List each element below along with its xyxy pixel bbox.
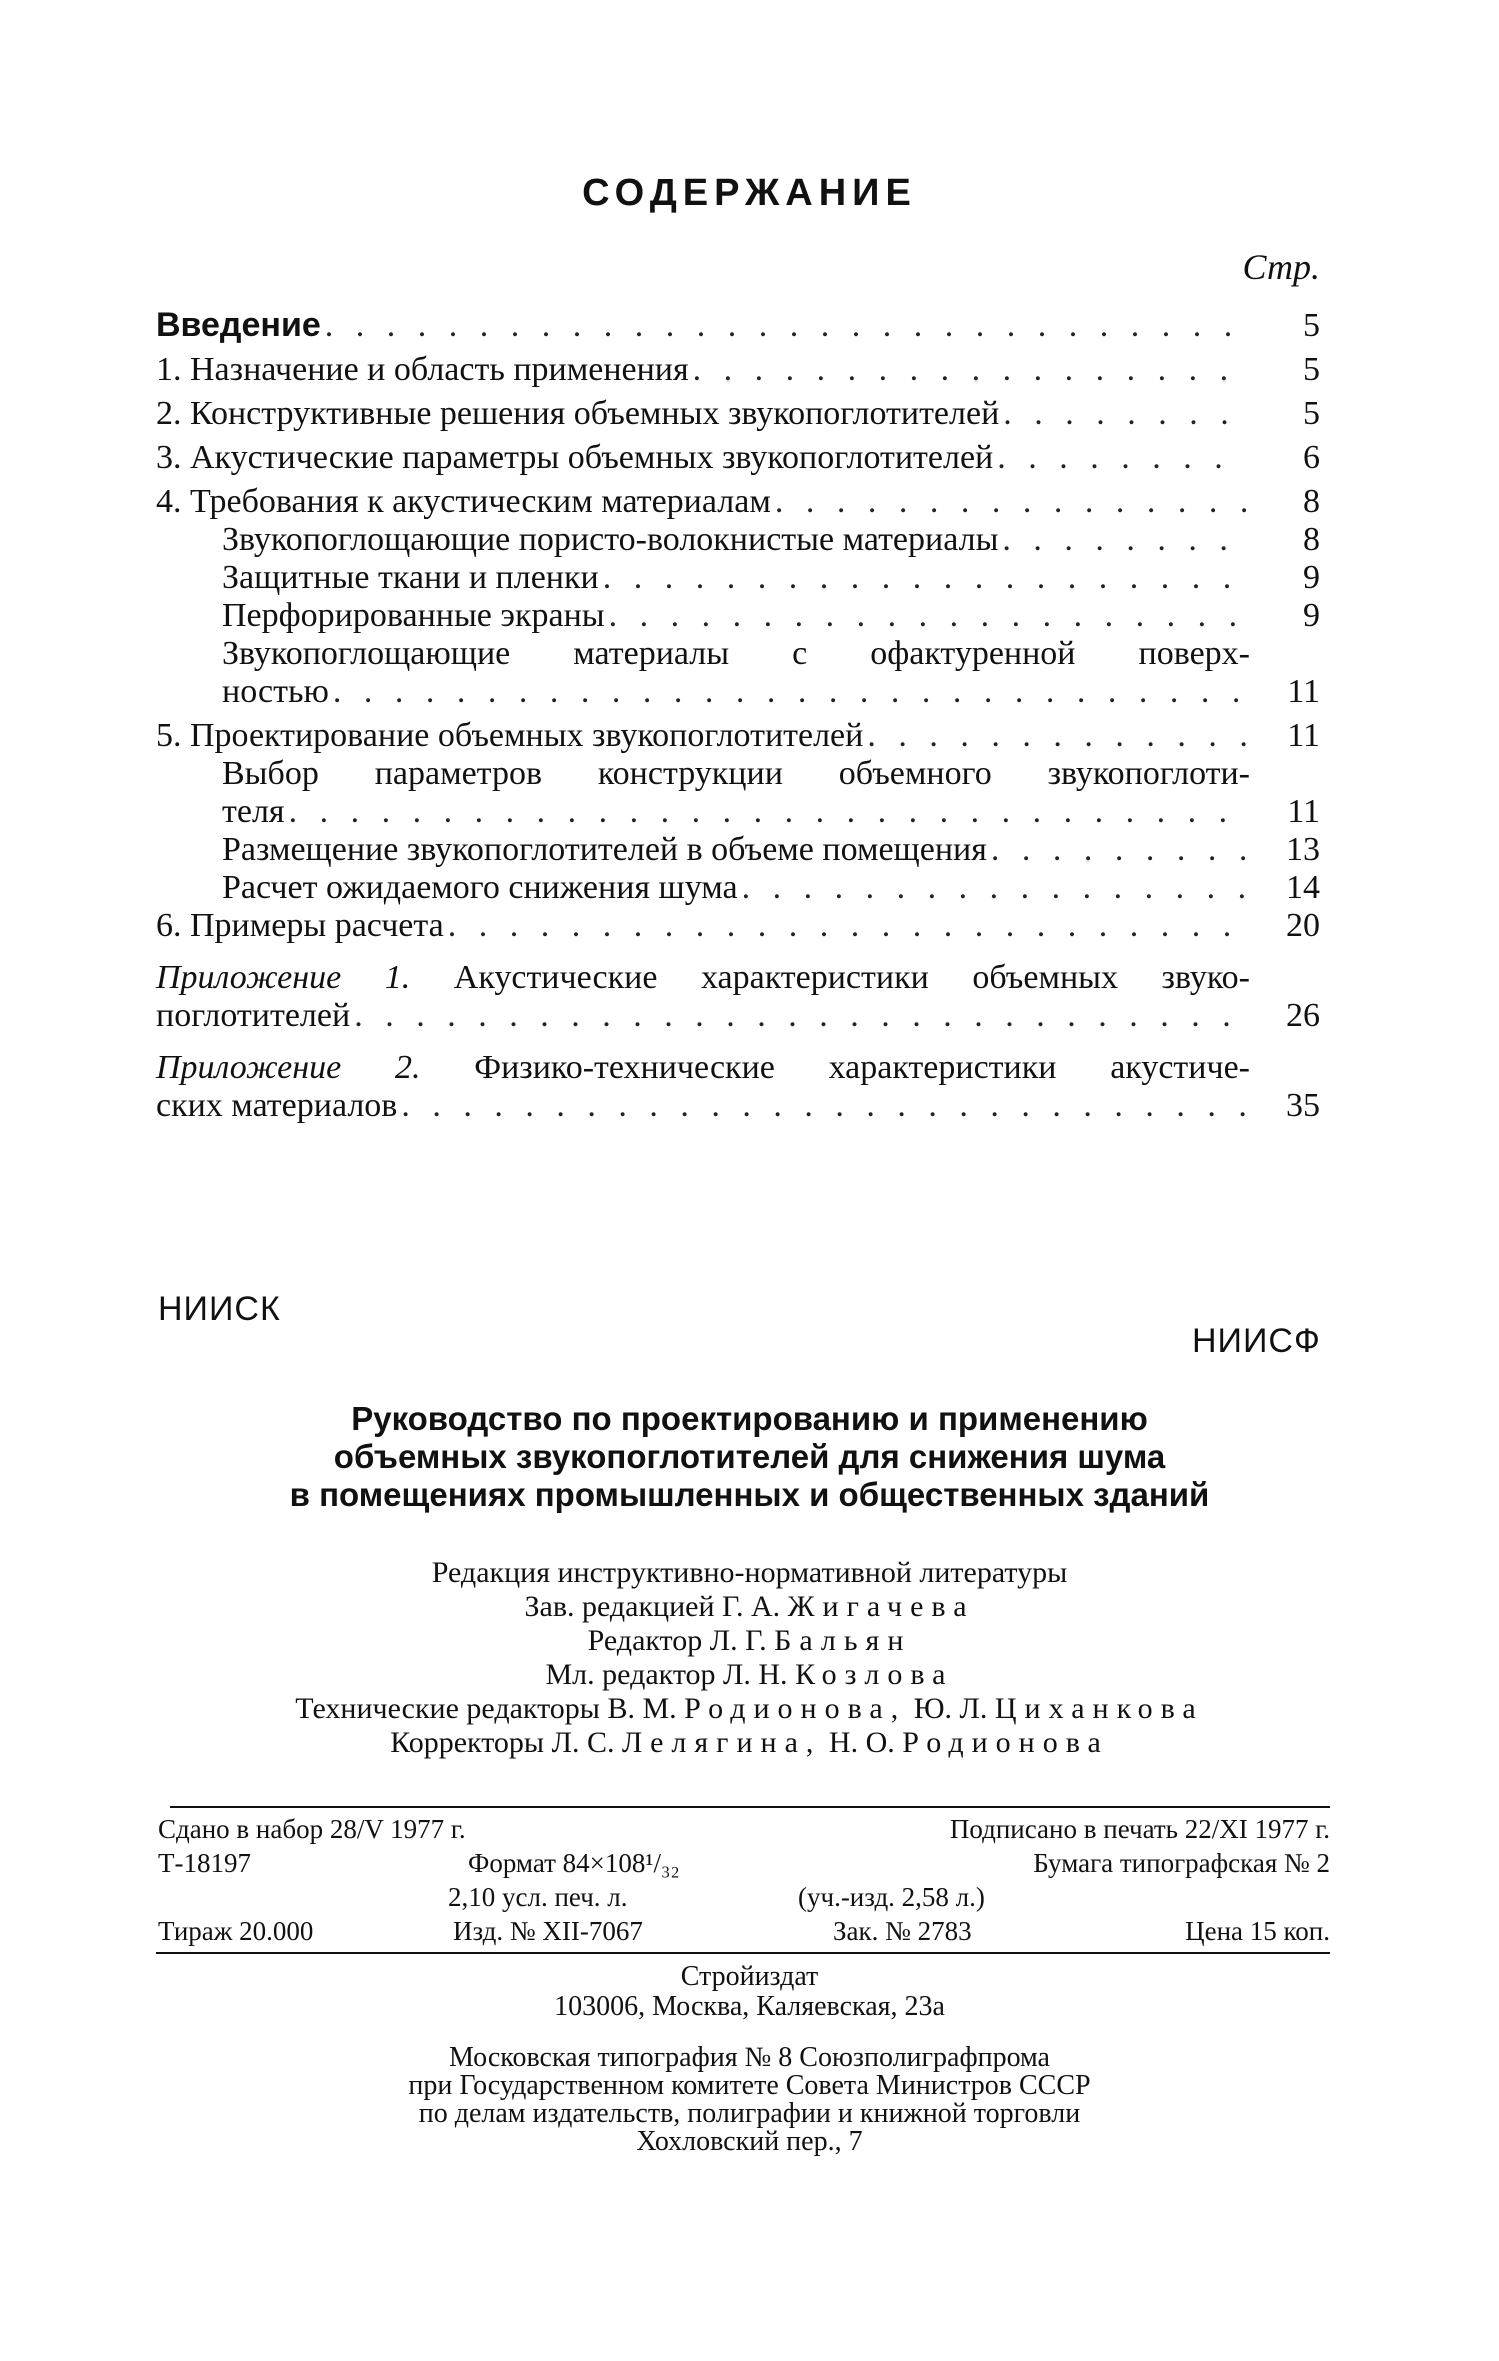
credit-surname: Жигачева [787, 1590, 975, 1623]
credit-label: Редактор [587, 1624, 703, 1657]
page-column-label: Стр. [1242, 247, 1320, 287]
editorial-office: Редакция инструктивно-нормативной литературы [431, 1556, 1068, 1589]
toc-entry-text: Размещение звукопоглотителей в объеме помещения [222, 831, 987, 868]
toc-entry-text: 4. Требования к акустическим материалам [156, 483, 771, 520]
toc-entry-page: 13 [1286, 831, 1320, 868]
credit-initials: Г. А. [722, 1590, 781, 1623]
toc-subentry [156, 521, 1320, 559]
toc-leader-dots [603, 559, 1246, 597]
toc-entry-page: 9 [1303, 559, 1320, 596]
credit-surname: Лелягина, [621, 1726, 822, 1759]
credit-surname: Бальян [774, 1624, 912, 1657]
credit-line-junior-editor [0, 1658, 1499, 1692]
toc-entry-text: Физико-технические характеристики акустиче- [474, 1049, 1250, 1086]
publisher-address: 103006, Москва, Каляевская, 23а [554, 1991, 945, 2022]
print-sheets: 2,10 усл. печ. л. [448, 1882, 628, 1912]
publisher-block [0, 1962, 1499, 2022]
toc-entry-page: 9 [1303, 597, 1320, 634]
toc-entry-continuation [156, 673, 1320, 711]
toc-subentry [156, 869, 1320, 907]
toc-entry-text: Перфорированные экраны [222, 597, 605, 634]
toc-entry-continuation [156, 793, 1320, 831]
toc-entry [156, 439, 1320, 477]
publication-row [158, 1846, 1330, 1880]
appendix-label: Приложение 2. [156, 1049, 421, 1086]
toc-leader-dots [609, 597, 1246, 635]
toc-subentry [156, 597, 1320, 635]
toc-subentry [156, 831, 1320, 869]
toc-leader-dots [1003, 395, 1246, 433]
toc-entry-text: Защитные ткани и пленки [222, 559, 599, 596]
toc-subentry [156, 559, 1320, 597]
toc-entry-text: Введение [156, 306, 321, 344]
credit-initials: Л. С. [551, 1726, 615, 1759]
credit-initials: Ю. Л. [913, 1692, 988, 1725]
toc-entry-page: 11 [1287, 793, 1320, 830]
toc-entry [156, 907, 1320, 945]
toc-leader-dots [1002, 521, 1246, 559]
appendix-label: Приложение 1. [156, 959, 411, 996]
credit-label: Зав. редакцией [524, 1590, 715, 1623]
toc-entry-page: 11 [1287, 717, 1320, 754]
circulation: Тираж 20.000 [158, 1916, 314, 1946]
credit-line-proofreaders [0, 1726, 1499, 1760]
publication-details [158, 1812, 1330, 1948]
signed-for-print: Подписано в печать 22/XI 1977 г. [949, 1814, 1330, 1844]
printer-line: при Государственном комитете Совета Министров СССР [408, 2070, 1091, 2101]
toc-entry-page: 11 [1287, 673, 1320, 710]
toc-leader-dots [742, 869, 1246, 907]
toc-subentry [156, 755, 1320, 831]
toc-entry [156, 351, 1320, 389]
toc-leader-dots [354, 997, 1246, 1035]
toc-leader-dots [867, 717, 1246, 755]
publication-row [158, 1880, 1330, 1914]
book-title-line: объемных звукопоглотителей для снижения шума [333, 1438, 1166, 1475]
toc-entry [156, 306, 1320, 345]
printer-line: Хохловский пер., 7 [636, 2126, 863, 2157]
toc-entry-text: Выбор параметров конструкции объемного звукопоглоти- [222, 755, 1250, 792]
toc-entry-continuation [156, 1087, 1320, 1125]
toc-leader-dots [401, 1087, 1246, 1125]
toc-entry-text: 3. Акустические параметры объемных звукопоглотителей [156, 439, 994, 476]
publisher-name: Стройиздат [680, 1961, 819, 1992]
toc-appendix-entry [156, 959, 1320, 1035]
publication-code: Т-18197 [158, 1848, 251, 1878]
paper: Бумага типографская № 2 [1033, 1848, 1330, 1878]
organization-right: НИИСФ [1192, 1322, 1321, 1360]
toc-entry-text: ностью [222, 673, 329, 710]
toc-title: СОДЕРЖАНИЕ [582, 172, 917, 214]
toc-entry-text: Расчет ожидаемого снижения шума [222, 869, 738, 906]
toc-leader-dots [775, 483, 1246, 521]
toc-entry-text: 2. Конструктивные решения объемных звукопоглотителей [156, 395, 1000, 432]
toc-leader-dots [991, 831, 1246, 869]
toc-entry-continuation [156, 997, 1320, 1035]
credit-line-editor [0, 1624, 1499, 1658]
organization-left: НИИСК [158, 1290, 281, 1328]
order-number: Зак. № 2783 [833, 1916, 972, 1946]
divider-rule [170, 1806, 1330, 1808]
book-title-line: Руководство по проектированию и применению [351, 1400, 1148, 1437]
toc-entry-text: Звукопоглощающие пористо-волокнистые материалы [222, 521, 999, 558]
credit-initials: Н. О. [828, 1726, 895, 1759]
toc-entry-page: 8 [1303, 521, 1320, 558]
credit-line-tech-editors [0, 1692, 1499, 1726]
toc-leader-dots [333, 673, 1246, 711]
toc-entry-text: поглотителей [156, 997, 351, 1034]
printer-block [0, 2044, 1499, 2156]
format: Формат 84×108¹/₃₂ [468, 1848, 680, 1878]
credit-label: Технические редакторы [295, 1692, 600, 1725]
toc-leader-dots [997, 439, 1246, 477]
toc-leader-dots [448, 907, 1246, 945]
printer-line: Московская типография № 8 Союзполиграфпрома [448, 2042, 1050, 2073]
table-of-contents [156, 300, 1320, 1125]
divider-rule [156, 1952, 1330, 1954]
credit-line-head [0, 1590, 1499, 1624]
toc-entry-page: 20 [1286, 907, 1320, 944]
book-title [0, 1400, 1499, 1514]
price: Цена 15 коп. [1185, 1916, 1330, 1946]
toc-leader-dots [693, 351, 1246, 389]
toc-entry-page: 5 [1303, 395, 1320, 432]
publication-row [158, 1914, 1330, 1948]
toc-entry [156, 395, 1320, 433]
credit-surname: Родионова, [684, 1692, 907, 1725]
toc-entry-text: 6. Примеры расчета [156, 907, 444, 944]
credit-initials: Л. Г. [709, 1624, 767, 1657]
publication-row [158, 1812, 1330, 1846]
toc-entry-page: 35 [1286, 1087, 1320, 1124]
credit-surname: Козлова [795, 1658, 954, 1691]
toc-appendix-entry [156, 1049, 1320, 1125]
toc-entry [156, 483, 1320, 521]
printer-line: по делам издательств, полиграфии и книжной торговли [418, 2098, 1081, 2129]
toc-entry-text: Звукопоглощающие материалы с офактуренной поверх- [222, 635, 1250, 672]
credit-label: Мл. редактор [545, 1658, 716, 1691]
toc-entry-page: 6 [1303, 439, 1320, 476]
publishing-sheets: (уч.-изд. 2,58 л.) [798, 1882, 985, 1912]
toc-entry-page: 8 [1303, 483, 1320, 520]
toc-appendix-first-line [156, 1049, 1320, 1087]
toc-entry [156, 717, 1320, 755]
credit-label: Корректоры [390, 1726, 545, 1759]
toc-entry-text: 1. Назначение и область применения [156, 351, 689, 388]
credit-initials: В. М. [607, 1692, 677, 1725]
credit-surname: Родионова [902, 1726, 1109, 1759]
toc-subentry [156, 635, 1320, 711]
edition-number: Изд. № XII-7067 [453, 1916, 643, 1946]
toc-entry-page: 26 [1286, 997, 1320, 1034]
toc-entry-text: ских материалов [156, 1087, 398, 1124]
toc-leader-dots [289, 793, 1246, 831]
toc-entry-page: 5 [1303, 351, 1320, 388]
toc-entry-text: Акустические характеристики объемных звуко- [453, 959, 1250, 996]
toc-leader-dots [325, 307, 1246, 345]
toc-entry-text: 5. Проектирование объемных звукопоглотителей [156, 717, 864, 754]
book-title-line: в помещениях промышленных и общественных зданий [289, 1476, 1210, 1513]
credit-initials: Л. Н. [723, 1658, 788, 1691]
sent-to-set: Сдано в набор 28/V 1977 г. [158, 1814, 466, 1844]
toc-entry-page: 14 [1286, 869, 1320, 906]
credit-surname: Циханкова [994, 1692, 1204, 1725]
toc-entry-page: 5 [1303, 307, 1320, 344]
toc-appendix-first-line [156, 959, 1320, 997]
editorial-credits [0, 1556, 1499, 1760]
toc-entry-text: теля [222, 793, 285, 830]
